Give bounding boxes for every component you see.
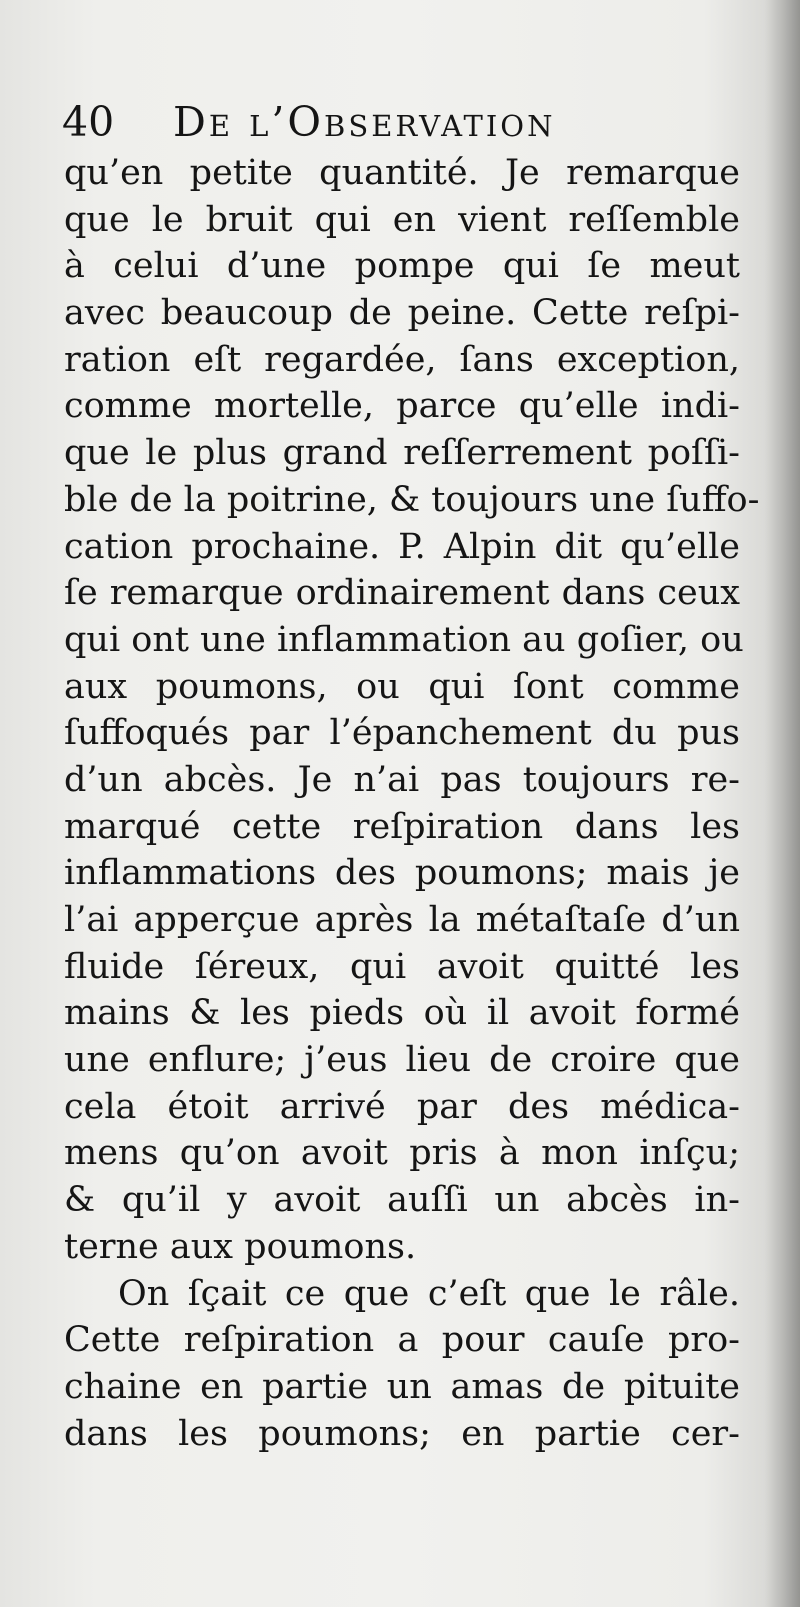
text-line: l’ai apperçue après la métaſtaſe d’un	[64, 900, 740, 940]
text-line: cation prochaine. P. Alpin dit qu’elle	[64, 526, 740, 567]
page-edge-shadow	[764, 0, 800, 1607]
text-line: inflammations des poumons; mais je	[64, 853, 740, 894]
text-line: dans les poumons; en partie cer-	[64, 1413, 740, 1454]
text-line: à celui d’une pompe qui ſe meut	[64, 246, 740, 287]
text-line: avec beaucoup de peine. Cette reſpi-	[64, 293, 740, 334]
text-line: que le plus grand reſſerrement poſſi-	[64, 433, 740, 474]
text-line: ſuffoqués par l’épanchement du pus	[64, 713, 740, 754]
text-line: aux poumons, ou qui ſont comme	[64, 666, 740, 707]
text-line: ration eſt regardée, ſans exception,	[64, 339, 740, 380]
text-line: qui ont une inflammation au goſier, ou	[64, 619, 744, 660]
text-line: chaine en partie un amas de pituite	[64, 1366, 740, 1407]
text-line: fluide ſéreux, qui avoit quitté les	[64, 946, 740, 987]
text-line: mens qu’on avoit pris à mon inſçu;	[64, 1133, 740, 1174]
text-line: que le bruit qui en vient reſſemble	[64, 199, 740, 240]
body-text	[64, 150, 760, 1457]
text-line: une enflure; j’eus lieu de croire que	[64, 1040, 740, 1081]
text-line: ble de la poitrine, & toujours une ſuffo-	[64, 479, 760, 520]
page-number: 40	[62, 98, 115, 146]
text-line: Cette reſpiration a pour cauſe pro-	[64, 1320, 740, 1361]
text-line: mains & les pieds où il avoit formé	[64, 993, 740, 1034]
running-title: De l’Observation	[173, 98, 556, 146]
text-line: marqué cette reſpiration dans les	[64, 806, 740, 847]
text-line: cela étoit arrivé par des médica-	[64, 1086, 740, 1127]
text-line-paragraph-end: terne aux poumons.	[64, 1226, 417, 1267]
text-line: d’un abcès. Je n’ai pas toujours re-	[64, 759, 740, 800]
text-line: comme mortelle, parce qu’elle indi-	[64, 386, 740, 427]
running-head	[62, 96, 752, 148]
text-line: & qu’il y avoit auſſi un abcès in-	[64, 1180, 740, 1221]
text-line: ſe remarque ordinairement dans ceux	[64, 573, 740, 614]
text-line-paragraph-start: On ſçait ce que c’eſt que le râle.	[118, 1273, 740, 1314]
text-line: qu’en petite quantité. Je remarque	[64, 153, 740, 193]
